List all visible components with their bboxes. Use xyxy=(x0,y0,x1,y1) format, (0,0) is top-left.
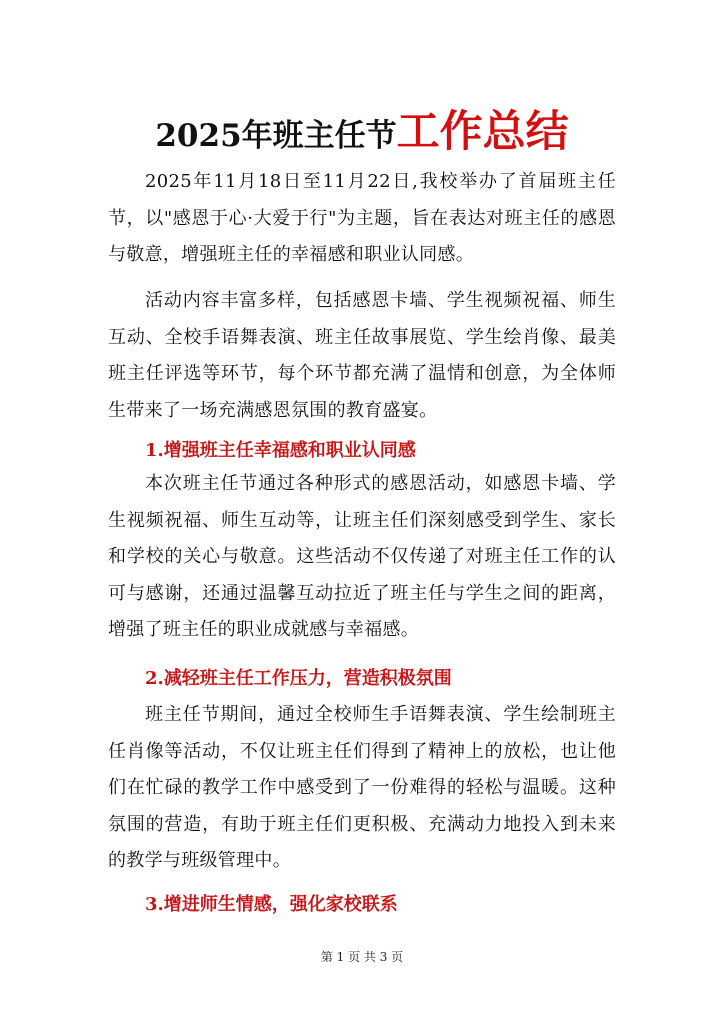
paragraph-activities: 活动内容丰富多样，包括感恩卡墙、学生视频祝福、师生互动、全校手语舞表演、班主任故事展览、学生绘肖像、最美班主任评选等环节，每个环节都充满了温情和创意，为全体师生带来了一场充满感恩氛围的教育盛宴。 xyxy=(108,290,616,421)
title-red-part: 工作总结 xyxy=(396,107,569,157)
document-title xyxy=(0,98,724,159)
paragraph-section-2: 班主任节期间，通过全校师生手语舞表演、学生绘制班主任肖像等活动，不仅让班主任们得到了精神上的放松，也让他们在忙碌的教学工作中感受到了一份难得的轻松与温暖。这种氛围的营造，有助于班主任们更积极、充满动力地投入到未来的教学与班级管理中。 xyxy=(108,704,616,871)
paragraph-section-1: 本次班主任节通过各种形式的感恩活动，如感恩卡墙、学生视频祝福、师生互动等，让班主任们深刻感受到学生、家长和学校的关心与敬意。这些活动不仅传递了对班主任工作的认可与感谢，还通过温馨互动拉近了班主任与学生之间的距离，增强了班主任的职业成就感与幸福感。 xyxy=(108,473,616,640)
title-black-part: 2025年班主任节 xyxy=(155,118,397,154)
section-heading-3: 3.增进师生情感，强化家校联系 xyxy=(145,894,398,915)
page-footer: 第 1 页 共 3 页 xyxy=(320,950,404,964)
section-heading-2: 2.减轻班主任工作压力，营造积极氛围 xyxy=(145,668,452,689)
section-heading-1: 1.增强班主任幸福感和职业认同感 xyxy=(145,440,416,461)
paragraph-intro: 2025年11月18日至11月22日,我校举办了首届班主任节，以"感恩于心·大爱于行"为主题，旨在表达对班主任的感恩与敬意，增强班主任的幸福感和职业认同感。 xyxy=(108,171,616,265)
